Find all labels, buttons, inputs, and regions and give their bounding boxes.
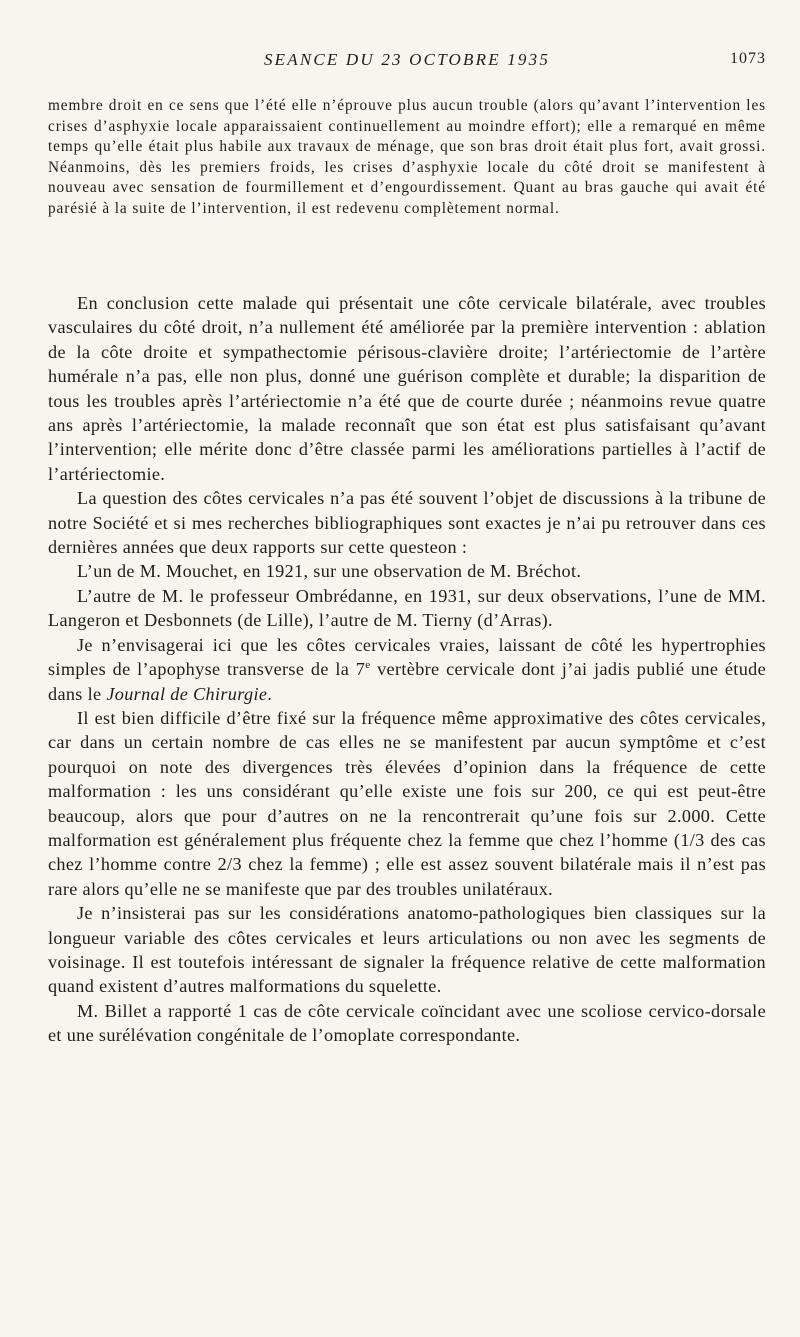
paragraph-anatomo: Je n’insisterai pas sur les considérations anatomo-pathologiques bien classiques sur la longueur variable des côtes cervicales et leurs articulations ou non avec les segments de voisinage. Il est toutefois intéressant de signaler la fréquence relative de cette malformation quand existent d’autres malformations du squelette. xyxy=(48,903,766,997)
paragraph-conclusion: En conclusion cette malade qui présentait une côte cervicale bilatérale, avec troubles vasculaires du côté droit, n’a nullement été améliorée par la première intervention : ablation de la côte droite et sympathectomie périsous-clavière droite; l’artériectomie de l’artère humérale n’a pas, elle non plus, donné une guérison complète et durable; la disparition de tous les troubles après l’artériectomie n’a été que de courte durée ; néanmoins revue quatre ans après l’artériectomie, la malade reconnaît que son état est plus satisfaisant qu’avant l’intervention; elle mérite donc d’être classée parmi les améliorations partielles à l’actif de l’artériectomie. xyxy=(48,293,766,484)
paragraph-cotes-vraies-b: vertèbre cervicale dont j’ai jadis publié une étude dans le xyxy=(48,659,767,704)
running-header xyxy=(48,50,766,74)
page-number: 1073 xyxy=(730,50,766,67)
paragraph-cotes-vraies-c: . xyxy=(267,683,273,704)
paragraph-billet: M. Billet a rapporté 1 cas de côte cervicale coïncidant avec une scoliose cervico-dorsale et une surélévation congénitale de l’omoplate correspondante. xyxy=(48,1000,766,1046)
paragraph-cotes-vraies-a: Je n’envisagerai ici que les côtes cervicales vraies, laissant de côté les hypertrophies simples de l’apophyse transverse de la 7 xyxy=(48,634,766,680)
intro-paragraph-text: membre droit en ce sens que l’été elle n’éprouve plus aucun trouble (alors qu’avant l’intervention les crises d’asphyxie locale apparaissaient continuellement au moindre effort); elle a remarqué en même temps qu’elle était plus habile aux travaux de ménage, que son bras droit était plus fort, avait grossi. Néanmoins, dès les premiers froids, les crises d’asphyxie locale du côté droit se manifestent à nouveau avec sensation de fourmillement et d’engourdissement. Quant au bras gauche qui avait été parésié à la suite de l’intervention, il est redevenu complètement normal. xyxy=(48,97,766,217)
superscript-e: e xyxy=(365,659,371,672)
continued-paragraph xyxy=(48,96,766,220)
paragraph-cotes-vraies xyxy=(48,633,766,706)
paragraph-mouchet: L’un de M. Mouchet, en 1921, sur une observation de M. Bréchot. xyxy=(77,561,582,582)
body-text xyxy=(48,291,766,1048)
journal-title: Journal de Chirurgie xyxy=(106,683,268,704)
paragraph-ombredanne: L’autre de M. le professeur Ombrédanne, en 1931, sur deux observations, l’une de MM. Langeron et Desbonnets (de Lille), l’autre de M. Tierny (d’Arras). xyxy=(48,585,766,631)
paragraph-question: La question des côtes cervicales n’a pas été souvent l’objet de discussions à la tribune de notre Société et si mes recherches bibliographiques sont exactes je n’ai pu retrouver dans ces dernières années que deux rapports sur cette questeon : xyxy=(48,488,766,558)
running-title: SEANCE DU 23 OCTOBRE 1935 xyxy=(263,50,551,69)
paragraph-frequence: Il est bien difficile d’être fixé sur la fréquence même approximative des côtes cervicales, car dans un certain nombre de cas elles ne se manifestent par aucun symptôme et c’est pourquoi on note des divergences très élevées d’opinion dans la fréquence de cette malformation : les uns considérant qu’elle existe une fois sur 200, ce qui est peut-être beaucoup, alors que pour d’autres on ne la rencontrerait qu’une fois sur 2.000. Cette malformation est généralement plus fréquente chez la femme que chez l’homme (1/3 des cas chez l’homme contre 2/3 chez la femme) ; elle est assez souvent bilatérale mais il n’est pas rare alors qu’elle ne se manifeste que par des troubles unilatéraux. xyxy=(48,707,766,899)
